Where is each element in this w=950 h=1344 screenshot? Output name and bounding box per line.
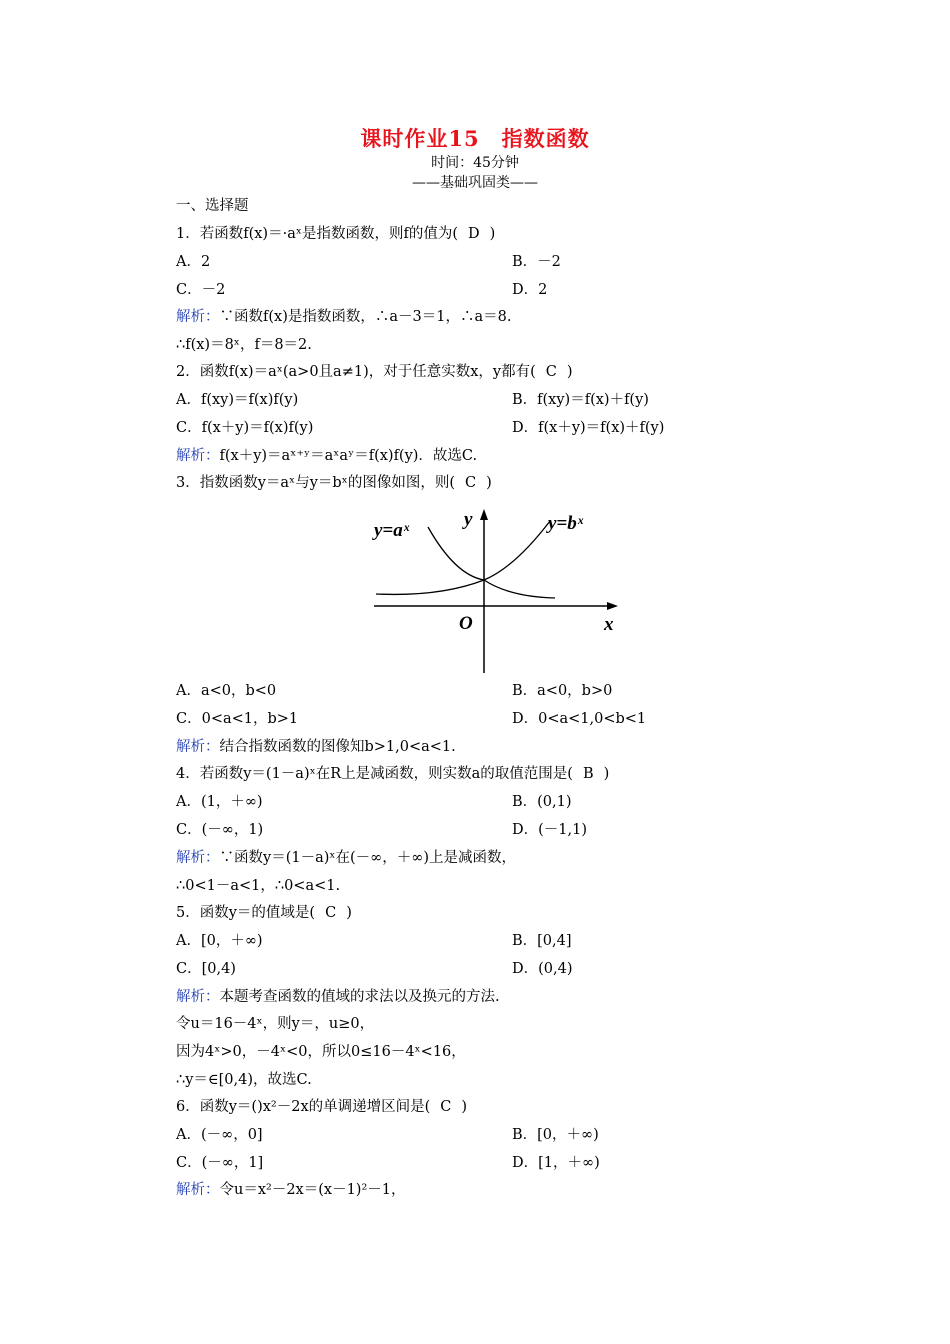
question-6-stem xyxy=(176,1097,467,1117)
analysis-4-line2: ∴0<1－a<1，∴0<a<1. xyxy=(176,878,341,894)
option-c: C．f(x＋y)＝f(x)f(y) xyxy=(176,420,314,436)
question-5-stem xyxy=(176,903,352,923)
analysis-text: 令u＝x²－2x＝(x－1)²－1， xyxy=(219,1182,406,1198)
answer-close: ) xyxy=(486,475,492,491)
question-stem-text: 6．函数y＝()x²－2x的单调递增区间是( xyxy=(176,1099,431,1115)
question-1-stem xyxy=(176,224,495,244)
analysis-4 xyxy=(176,848,516,868)
question-stem-text: 5．函数y＝的值域是( xyxy=(176,905,316,921)
analysis-label: 解析： xyxy=(176,448,220,464)
answer-letter: B xyxy=(582,766,594,782)
analysis-5 xyxy=(176,987,500,1007)
option-d: D．2 xyxy=(512,282,548,298)
option-d: D．(－1,1) xyxy=(512,822,587,838)
option-d: D．f(x＋y)＝f(x)＋f(y) xyxy=(512,420,665,436)
question-4-stem xyxy=(176,764,609,784)
option-b: B．[0,4] xyxy=(512,933,572,949)
y-axis-arrow xyxy=(480,509,488,520)
option-b: B．a<0，b>0 xyxy=(512,683,613,699)
answer-close: ) xyxy=(489,226,496,242)
option-b: B．－2 xyxy=(512,254,561,270)
answer-letter: C xyxy=(440,1099,452,1115)
option-c: C．[0,4) xyxy=(176,961,236,977)
analysis-label: 解析： xyxy=(176,739,220,755)
analysis-5-line2: 令u＝16－4ˣ，则y＝，u≥0， xyxy=(176,1016,375,1032)
analysis-1 xyxy=(176,307,511,327)
question-2-stem xyxy=(176,362,573,382)
answer-close: ) xyxy=(346,905,352,921)
exponential-graph-figure xyxy=(360,505,630,675)
analysis-text: ∵函数y＝(1－a)ˣ在(－∞，＋∞)上是减函数， xyxy=(219,850,516,866)
question-3-stem xyxy=(176,473,492,493)
analysis-6 xyxy=(176,1180,406,1200)
time-info: 时间：45分钟 xyxy=(431,155,519,171)
analysis-text: 结合指数函数的图像知b>1,0<a<1. xyxy=(219,739,456,755)
option-a: A．2 xyxy=(176,254,211,270)
option-c: C．(－∞，1] xyxy=(176,1155,264,1171)
option-c: C．(－∞，1) xyxy=(176,822,264,838)
answer-letter: C xyxy=(325,905,337,921)
analysis-2 xyxy=(176,446,477,466)
analysis-label: 解析： xyxy=(176,850,220,866)
question-stem-text: 4．若函数y＝(1－a)ˣ在R上是减函数，则实数a的取值范围是( xyxy=(176,766,573,782)
answer-close: ) xyxy=(603,766,610,782)
option-b: B．[0，＋∞) xyxy=(512,1127,599,1143)
option-d: D．[1，＋∞) xyxy=(512,1155,600,1171)
analysis-label: 解析： xyxy=(176,309,220,325)
analysis-label: 解析： xyxy=(176,989,220,1005)
section-heading: 一、选择题 xyxy=(176,198,249,214)
analysis-label: 解析： xyxy=(176,1182,220,1198)
section-tag: ——基础巩固类—— xyxy=(412,175,538,191)
option-d: D．0<a<1,0<b<1 xyxy=(512,711,647,727)
option-a: A．(1，＋∞) xyxy=(176,794,263,810)
option-b: B．(0,1) xyxy=(512,794,572,810)
option-b: B．f(xy)＝f(x)＋f(y) xyxy=(512,392,649,408)
option-d: D．(0,4) xyxy=(512,961,573,977)
option-c: C．－2 xyxy=(176,282,226,298)
answer-letter: D xyxy=(468,226,480,242)
question-stem-text: 1．若函数f(x)＝·aˣ是指数函数，则f的值为( xyxy=(176,226,459,242)
option-a: A．f(xy)＝f(x)f(y) xyxy=(176,392,299,408)
analysis-1-line2: ∴f(x)＝8ˣ，f＝8＝2. xyxy=(176,337,312,353)
analysis-text: f(x＋y)＝aˣ⁺ʸ＝aˣaʸ＝f(x)f(y)．故选C. xyxy=(219,448,478,464)
analysis-3 xyxy=(176,737,456,757)
x-axis-label: x xyxy=(604,614,614,635)
label-b: y=bˣ xyxy=(548,513,584,534)
option-a: A．[0，＋∞) xyxy=(176,933,263,949)
analysis-5-line4: ∴y＝∈[0,4)，故选C. xyxy=(176,1072,312,1088)
option-c: C．0<a<1，b>1 xyxy=(176,711,299,727)
analysis-text: 本题考查函数的值域的求法以及换元的方法. xyxy=(219,989,500,1005)
question-stem-text: 3．指数函数y＝aˣ与y＝bˣ的图像如图，则( xyxy=(176,475,455,491)
answer-letter: C xyxy=(545,364,557,380)
analysis-5-line3: 因为4ˣ>0，－4ˣ<0，所以0≤16－4ˣ<16， xyxy=(176,1044,466,1060)
answer-close: ) xyxy=(566,364,573,380)
y-axis-label: y xyxy=(464,509,473,530)
origin-label: O xyxy=(459,613,473,634)
option-a: A．(－∞，0] xyxy=(176,1127,263,1143)
page-title: 课时作业15 指数函数 xyxy=(360,126,590,151)
answer-letter: C xyxy=(464,475,477,491)
option-a: A．a<0，b<0 xyxy=(176,683,277,699)
label-a: y=aˣ xyxy=(374,520,410,541)
x-axis-arrow xyxy=(607,602,618,610)
analysis-text: ∵函数f(x)是指数函数，∴a－3＝1，∴a＝8. xyxy=(219,309,512,325)
answer-close: ) xyxy=(461,1099,468,1115)
question-stem-text: 2．函数f(x)＝aˣ(a>0且a≠1)，对于任意实数x，y都有( xyxy=(176,364,536,380)
